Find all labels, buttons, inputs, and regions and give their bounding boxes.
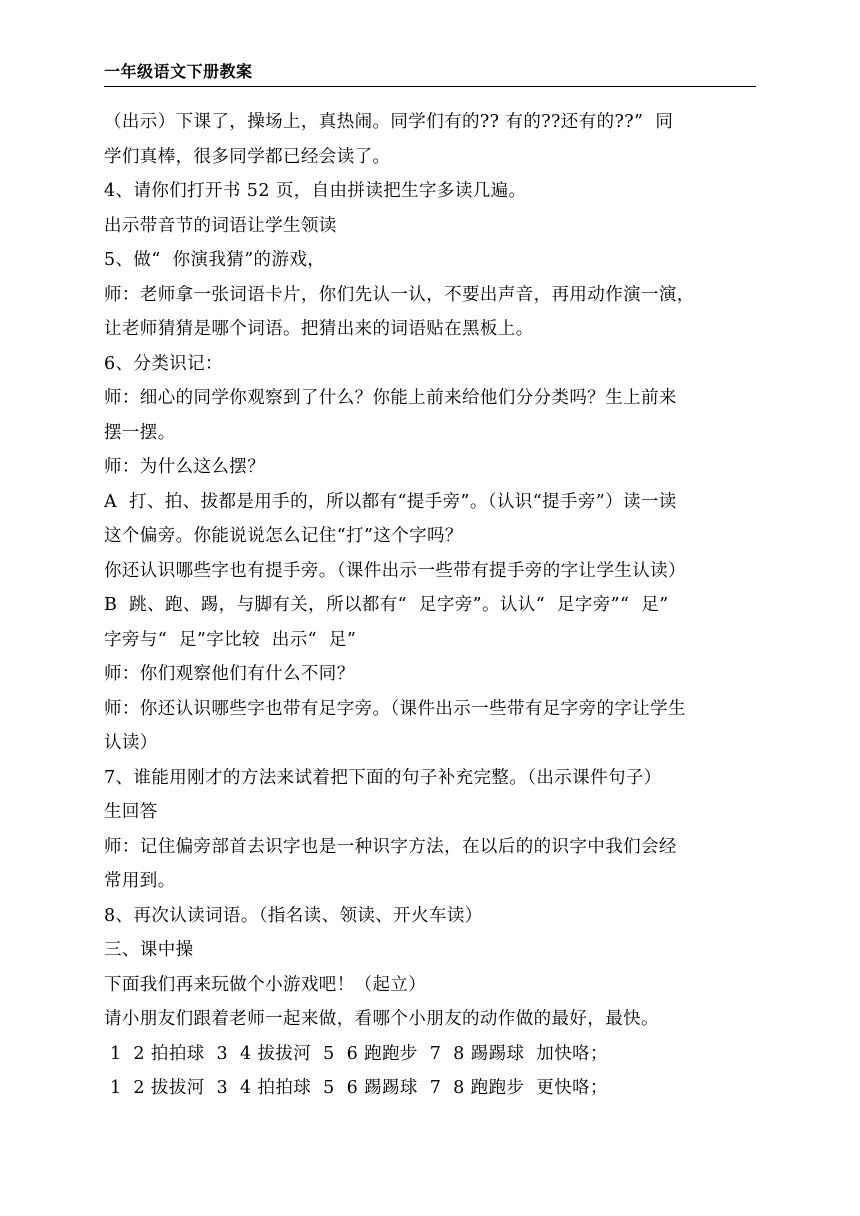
text-line: 8、再次认读词语。（指名读、领读、开火车读） bbox=[104, 905, 483, 926]
text-line: 5、做“ 你演我猜”的游戏， bbox=[104, 250, 326, 270]
text-line: 三、课中操 bbox=[104, 940, 194, 960]
text-line: 摆一摆。 bbox=[104, 422, 176, 443]
text-line: （出示）下课了，操场上，真热闹。同学们有的?? 有的??还有的??” 同 bbox=[104, 112, 674, 132]
text-line: 字旁与“ 足”字比较 出示“ 足” bbox=[104, 629, 357, 650]
text-line: 4、请你们打开书 52 页，自由拼读把生字多读几遍。 bbox=[104, 181, 527, 201]
text-line: 生回答 bbox=[104, 802, 158, 822]
text-line: 让老师猜猜是哪个词语。把猜出来的词语贴在黑板上。 bbox=[104, 319, 534, 339]
header-title: 一年级语文下册教案 bbox=[104, 62, 253, 81]
text-line: 师：老师拿一张词语卡片，你们先认一认，不要出声音，再用动作演一演， bbox=[104, 284, 695, 305]
text-line: 出示带音节的词语让学生领读 bbox=[104, 215, 337, 236]
text-line: 6、分类识记： bbox=[104, 353, 223, 374]
document-body bbox=[104, 105, 764, 1106]
text-line: B 跳、跑、踢，与脚有关，所以都有“ 足字旁”。认认“ 足字旁”“ 足” bbox=[104, 595, 669, 615]
text-line: 师：你还认识哪些字也带有足字旁。（课件出示一些带有足字旁的字让学生 bbox=[104, 698, 686, 719]
text-line: 师：细心的同学你观察到了什么？你能上前来给他们分分类吗？生上前来 bbox=[104, 388, 677, 408]
text-line: A 打、拍、拔都是用手的，所以都有“提手旁”。（认识“提手旁”）读一读 bbox=[104, 491, 677, 512]
text-line: 1 2 拔拔河 3 4 拍拍球 5 6 踢踢球 7 8 跑跑步 更快咯； bbox=[104, 1078, 608, 1098]
text-line: 师：为什么这么摆？ bbox=[104, 457, 266, 477]
text-line: 这个偏旁。你能说说怎么记住“打”这个字吗？ bbox=[104, 526, 463, 546]
text-line: 师：记住偏旁部首去识字也是一种识字方法，在以后的的识字中我们会经 bbox=[104, 836, 677, 857]
text-line: 你还认识哪些字也有提手旁。（课件出示一些带有提手旁的字让学生认读） bbox=[104, 560, 686, 581]
text-line: 师：你们观察他们有什么不同？ bbox=[104, 664, 355, 684]
text-line: 1 2 拍拍球 3 4 拔拔河 5 6 跑跑步 7 8 踢踢球 加快咯； bbox=[104, 1043, 608, 1064]
text-line: 7、谁能用刚才的方法来试着把下面的句子补充完整。（出示课件句子） bbox=[104, 767, 662, 788]
text-line: 学们真棒，很多同学都已经会读了。 bbox=[104, 146, 391, 167]
page-header bbox=[104, 62, 756, 87]
text-line: 下面我们再来玩做个小游戏吧！（起立） bbox=[104, 974, 427, 995]
text-line: 认读） bbox=[104, 733, 158, 753]
text-line: 常用到。 bbox=[104, 871, 176, 891]
text-line: 请小朋友们跟着老师一起来做，看哪个小朋友的动作做的最好，最快。 bbox=[104, 1009, 659, 1029]
